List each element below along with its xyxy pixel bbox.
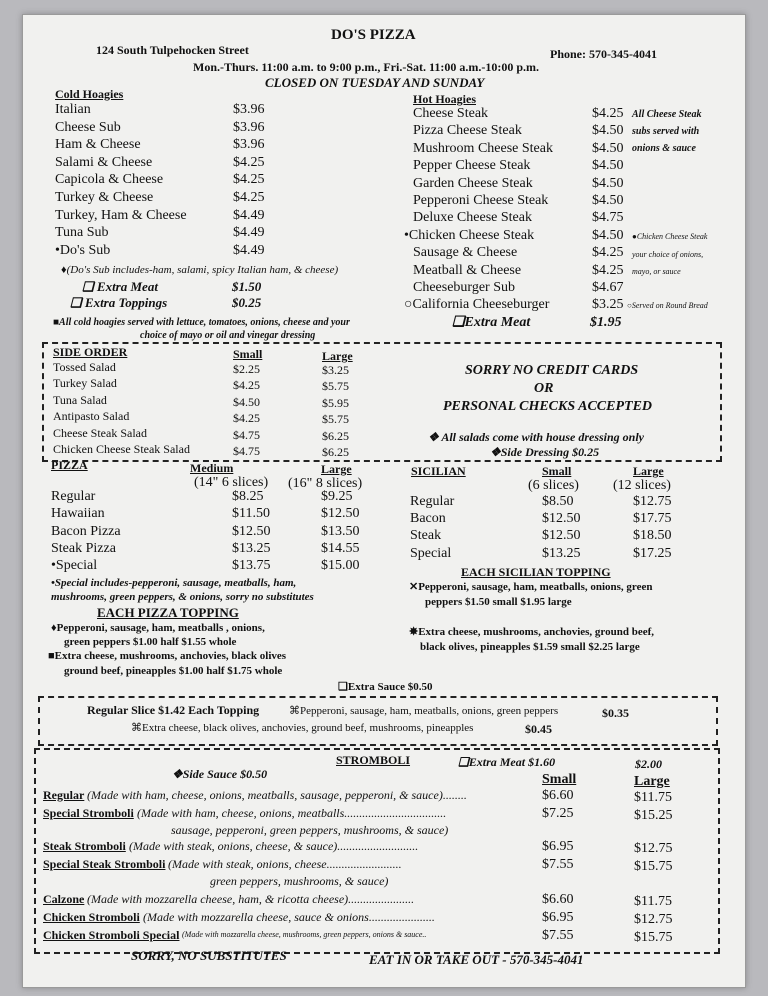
hot-hoagie-name: Deluxe Cheese Steak xyxy=(413,210,532,226)
sicilian-name: Special xyxy=(410,545,452,561)
stromboli-large-price: $15.25 xyxy=(634,808,673,823)
hot-extra-meat: ❑Extra Meat xyxy=(452,315,531,330)
sicilian-topping-2: ✸Extra cheese, mushrooms, anchovies, ground beef, xyxy=(409,626,655,638)
stromboli-small-price: $7.55 xyxy=(542,857,574,872)
cold-served-note-2: choice of mayo or oil and vinegar dressing xyxy=(140,330,316,341)
sicilian-large-slices: (12 slices) xyxy=(613,478,671,493)
dos-sub-note: ♦(Do's Sub includes-ham, salami, spicy Italian ham, & cheese) xyxy=(61,264,339,276)
pizza-special-note: •Special includes-pepperoni, sausage, meatballs, ham, xyxy=(51,577,297,589)
slice-topping-2-price: $0.45 xyxy=(525,722,552,736)
stromboli-col-large: Large xyxy=(634,774,670,789)
cold-hoagie-name: Cheese Sub xyxy=(55,119,121,135)
hot-hoagie-name: Garden Cheese Steak xyxy=(413,175,533,191)
stromboli-large-price: $12.75 xyxy=(634,912,673,927)
hot-hoagie-price: $4.67 xyxy=(592,280,624,295)
pizza-medium-slices: (14" 6 slices) xyxy=(194,475,269,490)
sicilian-large-price: $18.50 xyxy=(633,528,672,544)
cold-extra-meat: ❑ Extra Meat xyxy=(82,279,158,294)
sicilian-large-price: $12.75 xyxy=(633,494,672,509)
stromboli-item-desc: (Made with ham, cheese, onions, meatballs.................................. xyxy=(137,806,447,820)
cold-hoagie-price: $3.96 xyxy=(233,102,265,117)
side-col-large: Large xyxy=(322,349,353,363)
no-credit-cards: SORRY NO CREDIT CARDS xyxy=(465,363,639,378)
sicilian-col-small: Small xyxy=(542,464,572,478)
pizza-medium-price: $8.25 xyxy=(232,489,264,504)
hot-hoagie-name: Meatball & Cheese xyxy=(413,262,522,278)
sicilian-small-price: $12.50 xyxy=(542,511,581,527)
no-credit-cards-or: OR xyxy=(534,381,554,396)
sicilian-name: Bacon xyxy=(410,511,446,527)
stromboli-item-name: Steak Stromboli xyxy=(43,839,126,853)
pizza-name: Regular xyxy=(51,489,96,504)
cheese-steak-note-3: onions & sauce xyxy=(632,143,696,154)
hot-hoagie-price: $4.25 xyxy=(592,262,624,278)
hot-hoagie-price: $4.50 xyxy=(592,227,624,243)
pizza-name: Hawaiian xyxy=(51,506,105,522)
stromboli-item-desc: (Made with steak, onions, cheese......................... xyxy=(168,857,402,871)
cold-hoagie-name: •Do's Sub xyxy=(55,242,111,258)
pizza-special-note-2: mushrooms, green peppers, & onions, sorry no substitutes xyxy=(51,591,314,603)
side-dressing-price: ❖Side Dressing $0.25 xyxy=(490,445,600,459)
chicken-steak-note-1: ●Chicken Cheese Steak xyxy=(632,232,708,241)
sicilian-topping-heading: EACH SICILIAN TOPPING xyxy=(461,565,611,579)
hot-hoagie-price: $4.50 xyxy=(592,175,624,191)
sicilian-col-large: Large xyxy=(633,464,664,478)
hot-hoagie-name: Cheese Steak xyxy=(413,106,489,121)
stromboli-item-desc: (Made with mozzarella cheese, sauce & onions...................... xyxy=(143,910,435,924)
stromboli-small-price: $7.25 xyxy=(542,806,574,821)
pizza-name: Bacon Pizza xyxy=(51,523,121,539)
cold-hoagie-name: Salami & Cheese xyxy=(55,154,153,170)
hot-hoagie-name: Pepperoni Cheese Steak xyxy=(413,193,549,208)
sicilian-small-price: $12.50 xyxy=(542,528,581,544)
sicilian-topping-1: ✕Pepperoni, sausage, ham, meatballs, onions, green xyxy=(409,581,653,593)
cheese-steak-note-2: subs served with xyxy=(632,126,700,137)
eat-in-take-out: EAT IN OR TAKE OUT - 570-345-4041 xyxy=(369,952,584,967)
stromboli-item-desc: (Made with mozzarella cheese, ham, & ricotta cheese)...................... xyxy=(87,892,415,906)
cold-hoagie-price: $4.49 xyxy=(233,207,265,223)
side-order-large: $5.95 xyxy=(322,395,349,410)
sicilian-name: Steak xyxy=(410,528,442,544)
cold-hoagie-price: $4.25 xyxy=(233,154,265,170)
pizza-medium-price: $11.50 xyxy=(232,506,270,522)
hot-hoagies-heading: Hot Hoagies xyxy=(413,92,476,106)
chicken-steak-note-2: your choice of onions, xyxy=(632,250,704,259)
side-order-small: $4.75 xyxy=(233,444,260,458)
hot-hoagie-price: $4.25 xyxy=(592,245,624,261)
stromboli-extra-meat: ❑Extra Meat $1.60 xyxy=(458,755,556,769)
side-order-small: $4.25 xyxy=(233,411,260,426)
side-order-large: $3.25 xyxy=(322,363,349,377)
pizza-large-price: $14.55 xyxy=(321,540,360,556)
stromboli-item-name: Calzone xyxy=(43,892,85,906)
stromboli-item-name: Special Stromboli xyxy=(43,806,134,820)
hot-hoagie-price: $4.25 xyxy=(592,106,624,121)
pizza-large-price: $15.00 xyxy=(321,558,360,574)
cold-hoagie-name: Tuna Sub xyxy=(55,225,109,241)
side-order-name: Chicken Cheese Steak Salad xyxy=(53,442,190,456)
stromboli-item-desc: (Made with mozzarella cheese, mushrooms, green peppers, onions & sauce.. xyxy=(182,930,427,939)
side-order-small: $4.75 xyxy=(233,427,260,442)
hot-hoagie-price: $4.50 xyxy=(592,140,624,156)
side-order-heading: SIDE ORDER xyxy=(53,345,128,359)
pizza-col-medium: Medium xyxy=(190,461,234,475)
hot-hoagie-name: ○California Cheeseburger xyxy=(404,297,550,313)
sicilian-name: Regular xyxy=(410,494,455,509)
side-col-small: Small xyxy=(233,347,263,361)
slice-regular: Regular Slice $1.42 Each Topping xyxy=(87,703,260,717)
cold-hoagie-name: Capicola & Cheese xyxy=(55,172,164,188)
slice-topping-1-price: $0.35 xyxy=(602,706,629,720)
hot-hoagie-name: Pizza Cheese Steak xyxy=(413,123,522,139)
hot-hoagie-price: $4.50 xyxy=(592,193,624,208)
pizza-topping-1: ♦Pepperoni, sausage, ham, meatballs , onions, xyxy=(51,622,265,634)
hot-hoagie-name: Cheeseburger Sub xyxy=(413,280,515,295)
slice-topping-1: ⌘Pepperoni, sausage, ham, meatballs, onions, green peppers xyxy=(289,705,559,717)
pizza-large-price: $9.25 xyxy=(321,489,353,504)
hot-hoagie-price: $3.25 xyxy=(592,297,624,313)
stromboli-small-price: $6.95 xyxy=(542,910,574,925)
stromboli-small-price: $6.60 xyxy=(542,892,574,907)
no-substitutes: SORRY, NO SUBSTITUTES xyxy=(131,948,287,963)
pizza-large-slices: (16" 8 slices) xyxy=(288,476,363,491)
stromboli-item-name: Special Steak Stromboli xyxy=(43,857,166,871)
hot-hoagie-name: Pepper Cheese Steak xyxy=(413,158,531,174)
pizza-col-large: Large xyxy=(321,462,352,476)
cold-hoagie-price: $3.96 xyxy=(233,137,265,153)
stromboli-item-desc-2: green peppers, mushrooms, & sauce) xyxy=(210,874,389,888)
hot-hoagie-name: •Chicken Cheese Steak xyxy=(404,227,535,243)
address: 124 South Tulpehocken Street xyxy=(96,43,249,57)
pizza-topping-2: ■Extra cheese, mushrooms, anchovies, black olives xyxy=(48,650,287,662)
side-order-name: Antipasto Salad xyxy=(53,409,130,424)
side-order-name: Tuna Salad xyxy=(53,392,107,407)
salad-dressing-note: ❖ All salads come with house dressing only xyxy=(428,430,645,444)
pizza-name: Steak Pizza xyxy=(51,540,116,556)
sicilian-large-price: $17.75 xyxy=(633,511,672,527)
sicilian-topping-1-price: peppers $1.50 small $1.95 large xyxy=(425,596,572,608)
side-order-name: Cheese Steak Salad xyxy=(53,425,147,440)
side-order-small: $4.50 xyxy=(233,394,260,409)
extra-sauce: ❑Extra Sauce $0.50 xyxy=(338,681,433,693)
stromboli-large-price: $15.75 xyxy=(634,930,673,945)
cheese-steak-note-1: All Cheese Steak xyxy=(632,109,702,120)
pizza-topping-heading: EACH PIZZA TOPPING xyxy=(97,605,239,620)
phone-number: Phone: 570-345-4041 xyxy=(550,47,657,61)
stromboli-item-desc: (Made with steak, onions, cheese, & sauce)........................... xyxy=(129,839,419,853)
cold-hoagie-price: $4.25 xyxy=(233,190,265,205)
side-order-large: $5.75 xyxy=(322,412,349,427)
stromboli-item-desc: (Made with ham, cheese, onions, meatballs, sausage, pepperoni, & sauce)........ xyxy=(87,788,467,802)
cold-hoagie-name: Turkey, Ham & Cheese xyxy=(55,207,187,223)
stromboli-large-price: $15.75 xyxy=(634,859,673,874)
no-personal-checks: PERSONAL CHECKS ACCEPTED xyxy=(443,399,653,414)
round-bread-note: ○Served on Round Bread xyxy=(627,301,708,310)
stromboli-small-price: $6.60 xyxy=(542,788,574,803)
sicilian-topping-2-price: black olives, pineapples $1.59 small $2.25 large xyxy=(420,641,640,653)
sicilian-small-price: $13.25 xyxy=(542,545,581,561)
cold-extra-toppings: ❑ Extra Toppings xyxy=(70,295,168,310)
hot-extra-meat-price: $1.95 xyxy=(590,315,622,330)
cold-hoagie-name: Ham & Cheese xyxy=(55,137,141,153)
stromboli-heading: STROMBOLI xyxy=(336,753,411,767)
hot-hoagie-name: Mushroom Cheese Steak xyxy=(413,140,553,156)
side-order-large: $5.75 xyxy=(322,379,349,394)
stromboli-large-price: $11.75 xyxy=(634,894,672,909)
cold-hoagie-name: Italian xyxy=(55,102,91,117)
pizza-large-price: $12.50 xyxy=(321,506,360,522)
sicilian-large-price: $17.25 xyxy=(633,545,672,561)
cold-hoagie-price: $4.49 xyxy=(233,242,265,258)
cold-hoagies-heading: Cold Hoagies xyxy=(55,87,124,101)
hot-hoagie-price: $4.75 xyxy=(592,210,624,226)
slice-topping-2: ⌘Extra cheese, black olives, anchovies, ground beef, mushrooms, pineapples xyxy=(131,722,474,734)
pizza-large-price: $13.50 xyxy=(321,523,360,539)
stromboli-side-sauce: ❖Side Sauce $0.50 xyxy=(172,767,268,781)
cold-hoagie-price: $4.25 xyxy=(233,172,265,188)
stromboli-col-small: Small xyxy=(542,772,577,787)
sicilian-small-slices: (6 slices) xyxy=(528,478,579,493)
side-order-large: $6.25 xyxy=(322,428,349,443)
cold-hoagie-price: $4.49 xyxy=(233,225,265,241)
sicilian-small-price: $8.50 xyxy=(542,494,574,509)
stromboli-small-price: $7.55 xyxy=(542,928,574,943)
pizza-medium-price: $13.25 xyxy=(232,540,271,556)
cold-extra-toppings-price: $0.25 xyxy=(232,295,262,310)
pizza-heading: PIZZA xyxy=(51,458,88,472)
hot-hoagie-name: Sausage & Cheese xyxy=(413,245,518,261)
cold-hoagie-name: Turkey & Cheese xyxy=(55,190,154,205)
cold-served-note: ■All cold hoagies served with lettuce, tomatoes, onions, cheese and your xyxy=(53,317,350,328)
pizza-name: •Special xyxy=(51,558,98,574)
side-order-name: Turkey Salad xyxy=(53,376,117,391)
page-title: DO'S PIZZA xyxy=(331,27,416,43)
cold-hoagie-price: $3.96 xyxy=(233,119,265,135)
pizza-topping-1-price: green peppers $1.00 half $1.55 whole xyxy=(64,636,237,648)
stromboli-item-name: Regular xyxy=(43,788,85,802)
stromboli-item-desc-2: sausage, pepperoni, green peppers, mushrooms, & sauce) xyxy=(171,823,449,837)
side-order-large: $6.25 xyxy=(322,445,349,459)
closed-days: CLOSED ON TUESDAY AND SUNDAY xyxy=(265,75,485,90)
pizza-medium-price: $13.75 xyxy=(232,558,271,574)
stromboli-extra-meat-large: $2.00 xyxy=(635,757,662,771)
hot-hoagie-price: $4.50 xyxy=(592,158,624,174)
pizza-topping-2-price: ground beef, pineapples $1.00 half $1.75 whole xyxy=(64,665,283,677)
stromboli-large-price: $12.75 xyxy=(634,841,673,856)
stromboli-item-name: Chicken Stromboli xyxy=(43,910,140,924)
stromboli-large-price: $11.75 xyxy=(634,790,672,805)
sicilian-heading: SICILIAN xyxy=(411,464,466,478)
business-hours: Mon.-Thurs. 11:00 a.m. to 9:00 p.m., Fri.-Sat. 11:00 a.m.-10:00 p.m. xyxy=(193,60,539,74)
cold-extra-meat-price: $1.50 xyxy=(232,279,262,294)
stromboli-small-price: $6.95 xyxy=(542,839,574,854)
pizza-medium-price: $12.50 xyxy=(232,523,271,539)
stromboli-item-name: Chicken Stromboli Special xyxy=(43,928,180,942)
side-order-name: Tossed Salad xyxy=(53,360,116,374)
side-order-small: $4.25 xyxy=(233,378,260,393)
chicken-steak-note-3: mayo, or sauce xyxy=(632,267,681,276)
hot-hoagie-price: $4.50 xyxy=(592,123,624,139)
side-order-small: $2.25 xyxy=(233,362,260,376)
